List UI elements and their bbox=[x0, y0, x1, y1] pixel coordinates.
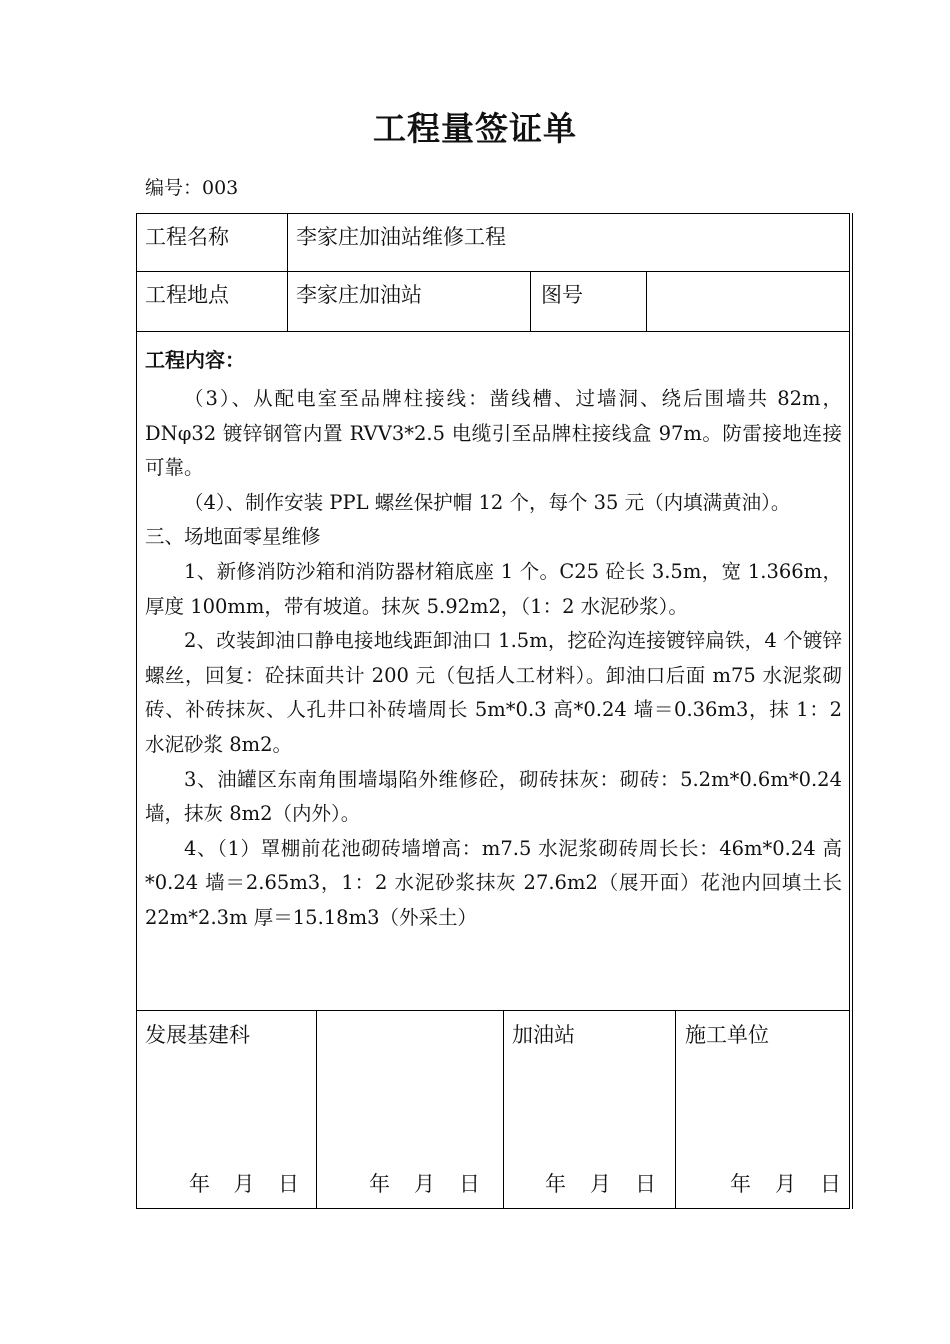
column-divider bbox=[316, 1010, 317, 1209]
signature-date bbox=[189, 1168, 299, 1198]
drawing-number-label: 图号 bbox=[541, 283, 583, 307]
date-year: 年 bbox=[730, 1172, 751, 1196]
column-divider bbox=[287, 213, 288, 331]
content-paragraph: （4）、制作安装 PPL 螺丝保护帽 12 个，每个 35 元（内填满黄油）。 bbox=[184, 490, 791, 514]
table-border-double bbox=[852, 213, 853, 1209]
date-month: 月 bbox=[590, 1172, 611, 1196]
signature-label-contractor: 施工单位 bbox=[685, 1023, 769, 1047]
date-year: 年 bbox=[369, 1172, 390, 1196]
signature-date bbox=[730, 1168, 841, 1198]
column-divider bbox=[646, 271, 647, 331]
content-paragraph: 3、油罐区东南角围墙塌陷外维修砼，砌砖抹灰：砌砖：5.2m*0.6m*0.24 墙，抹灰 8m2（内外）。 bbox=[145, 767, 842, 826]
row-divider bbox=[136, 331, 850, 332]
signature-label-station: 加油站 bbox=[512, 1023, 575, 1047]
column-divider bbox=[530, 271, 531, 331]
content-paragraph: 4、（1）罩棚前花池砌砖墙增高：m7.5 水泥浆砌砖周长长：46m*0.24 高*0.24 墙＝2.65m3，1：2 水泥砂浆抹灰 27.6m2（展开面）花池内回填土长 22m*2.3m 厚＝15.18m3（外采土） bbox=[145, 836, 842, 929]
date-day: 日 bbox=[278, 1172, 299, 1196]
date-day: 日 bbox=[459, 1172, 480, 1196]
page-title: 工程量签证单 bbox=[373, 109, 577, 148]
content-paragraph: 2、改装卸油口静电接地线距卸油口 1.5m，挖砼沟连接镀锌扁铁，4 个镀锌螺丝，回复：砼抹面共计 200 元（包括人工材料）。卸油口后面 m75 水泥浆砌砖、补砖抹灰、人孔井口补砖墙周长 5m*0.3 高*0.24 墙＝0.36m3，抹 1：2 水泥砂浆 8m2。 bbox=[145, 629, 842, 756]
date-year: 年 bbox=[189, 1172, 210, 1196]
project-name-value: 李家庄加油站维修工程 bbox=[296, 225, 506, 249]
project-location-label: 工程地点 bbox=[145, 283, 229, 307]
project-location-value: 李家庄加油站 bbox=[296, 283, 422, 307]
serial-number: 编号：003 bbox=[145, 177, 239, 199]
signature-label-dev-dept: 发展基建科 bbox=[145, 1023, 250, 1047]
signature-date bbox=[369, 1168, 480, 1198]
date-day: 日 bbox=[635, 1172, 656, 1196]
project-name-label: 工程名称 bbox=[145, 225, 229, 249]
work-content bbox=[145, 382, 842, 936]
content-paragraph: （3）、从配电室至品牌柱接线：凿线槽、过墙洞、绕后围墙共 82m，DNφ32 镀锌钢管内置 RVV3*2.5 电缆引至品牌柱接线盒 97m。防雷接地连接可靠。 bbox=[145, 387, 842, 480]
column-divider bbox=[503, 1010, 504, 1209]
column-divider bbox=[675, 1010, 676, 1209]
date-day: 日 bbox=[820, 1172, 841, 1196]
date-month: 月 bbox=[414, 1172, 435, 1196]
content-heading: 三、场地面零星维修 bbox=[145, 525, 321, 549]
row-divider bbox=[136, 1010, 850, 1011]
signature-date bbox=[545, 1168, 656, 1198]
date-year: 年 bbox=[545, 1172, 566, 1196]
date-month: 月 bbox=[233, 1172, 255, 1196]
content-paragraph: 1、新修消防沙箱和消防器材箱底座 1 个。C25 砼长 3.5m，宽 1.366m，厚度 100mm，带有坡道。抹灰 5.92m2，（1：2 水泥砂浆）。 bbox=[145, 559, 842, 618]
date-month: 月 bbox=[775, 1172, 796, 1196]
content-label: 工程内容： bbox=[145, 348, 245, 372]
row-divider bbox=[136, 271, 850, 272]
